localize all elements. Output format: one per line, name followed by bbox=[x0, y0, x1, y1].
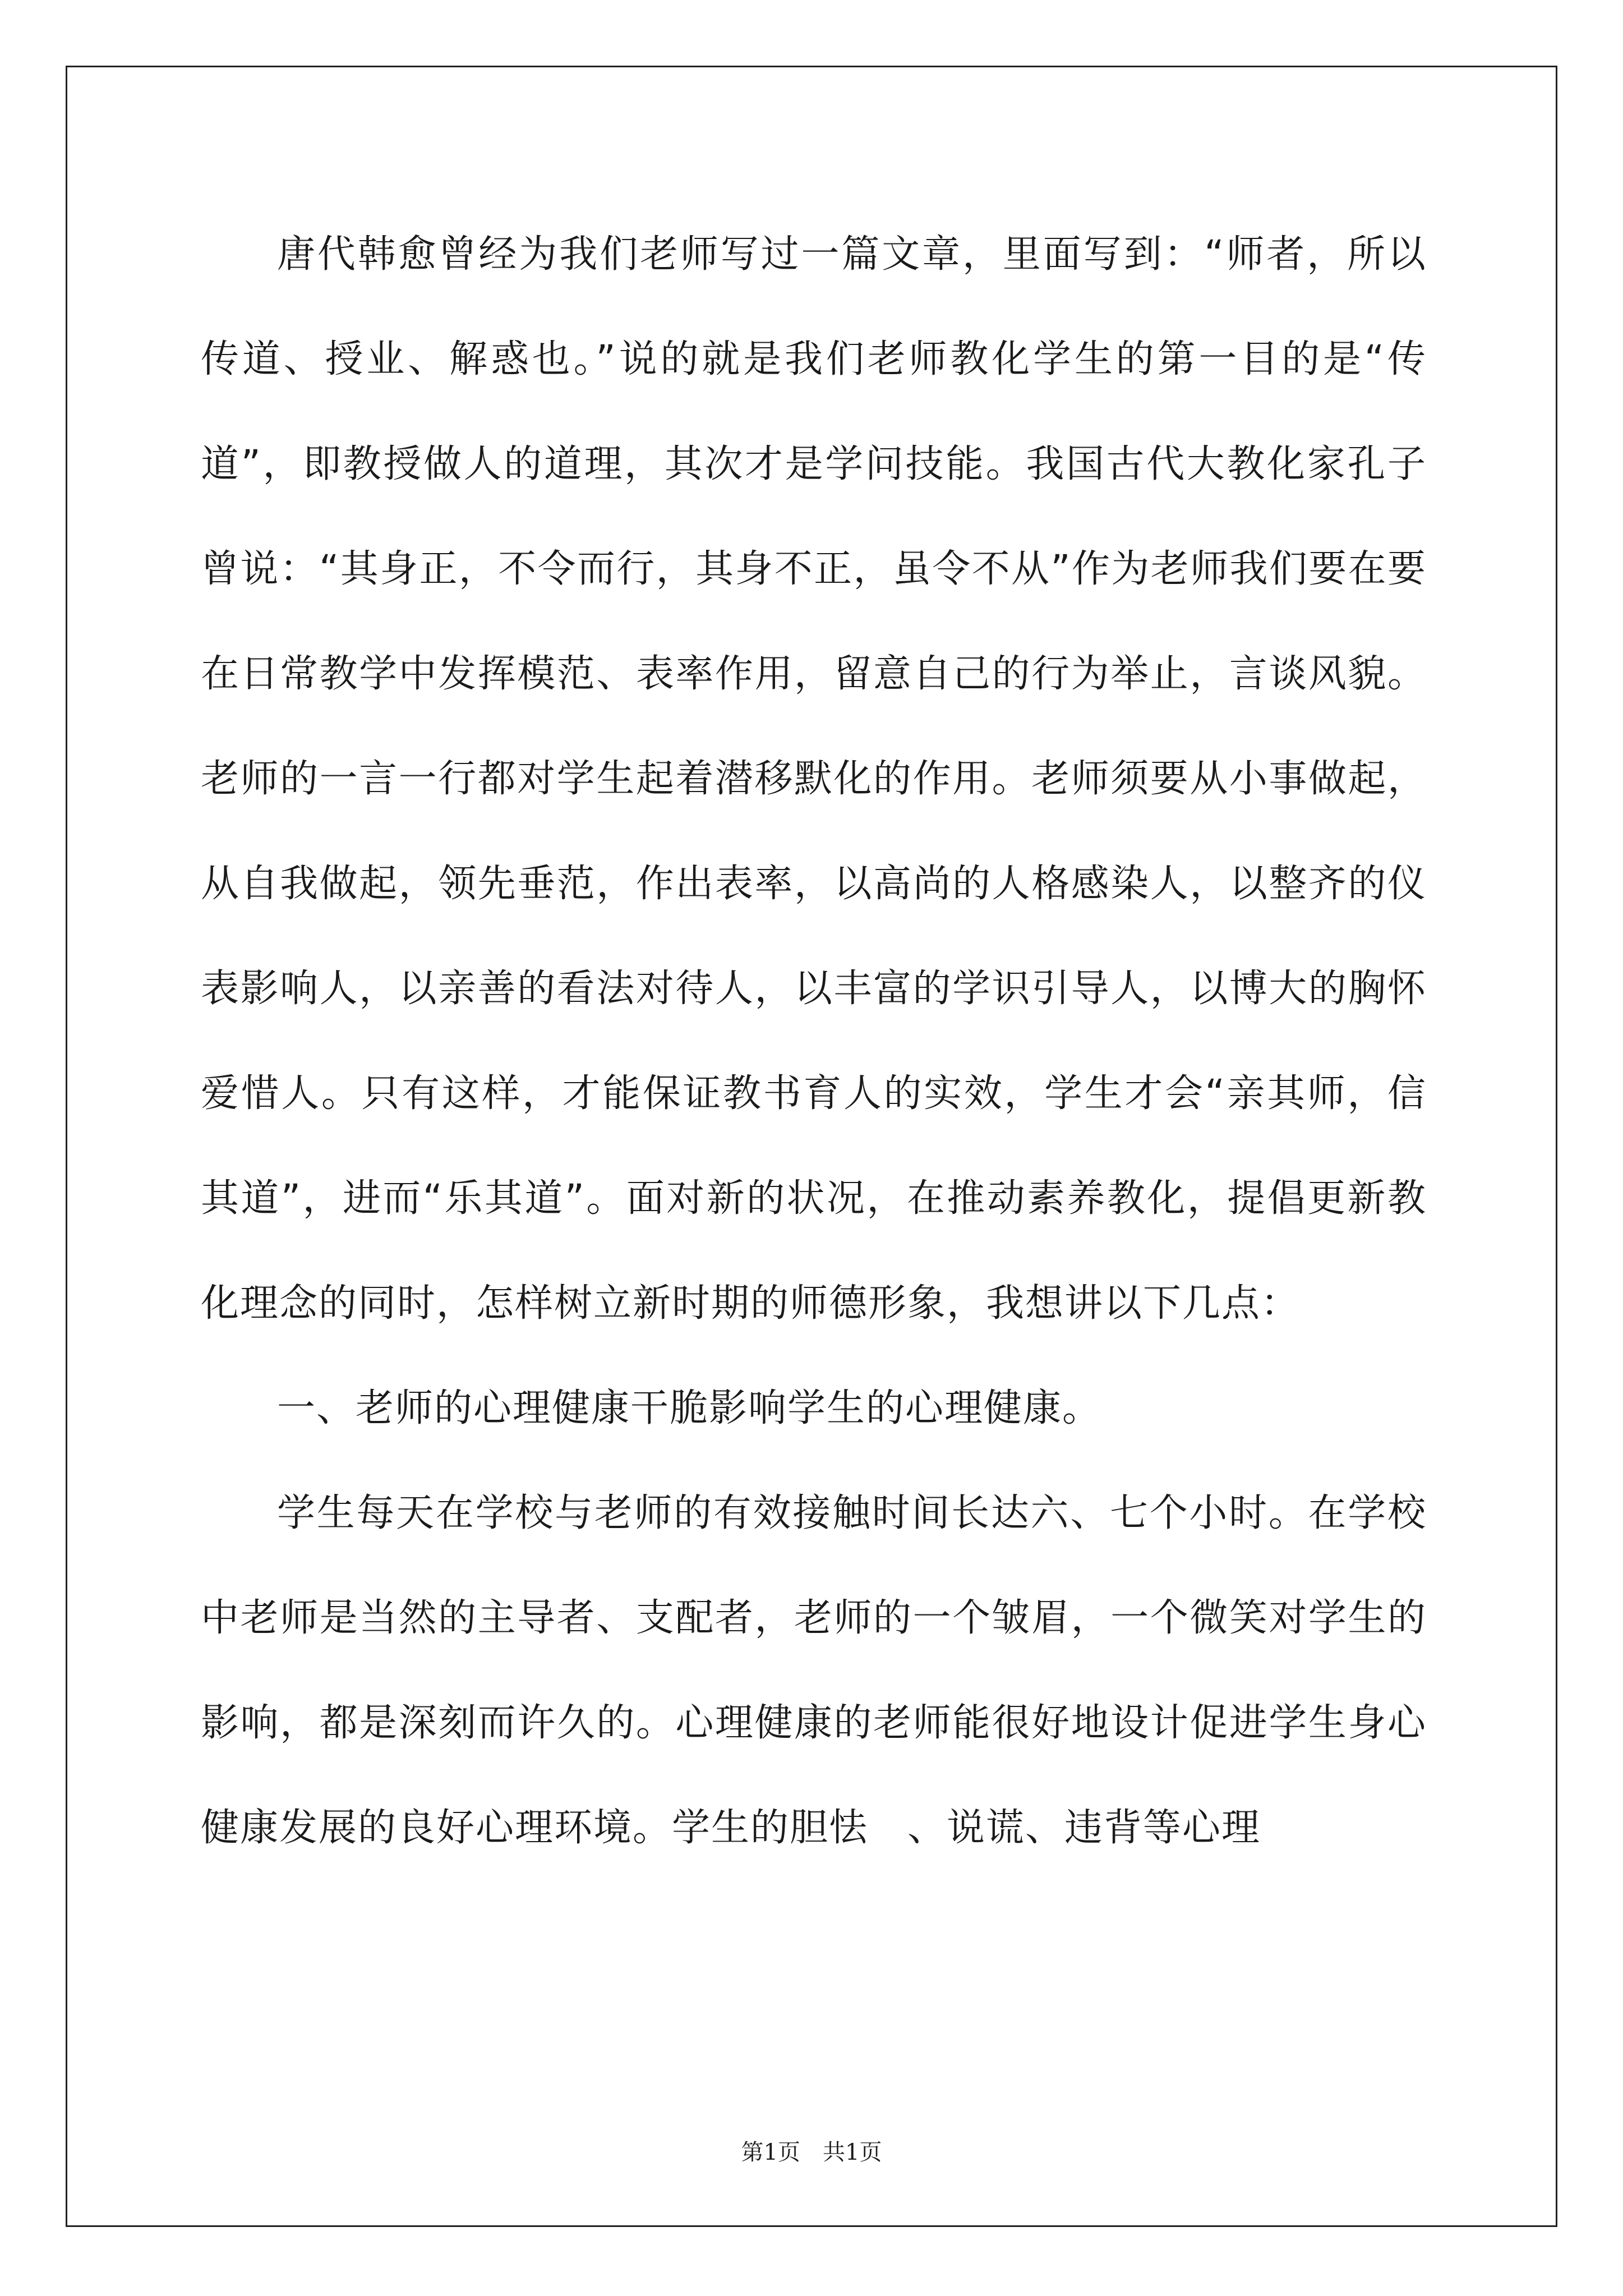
paragraph-intro: 唐代韩愈曾经为我们老师写过一篇文章，里面写到：“师者，所以传道、授业、解惑也。”说的就是我们老师教化学生的第一目的是“传道”，即教授做人的道理，其次才是学问技能。我国古代大教化家孔子曾说：“其身正，不令而行，其身不正，虽令不从”作为老师我们要在要在日常教学中发挥模范、表率作用，留意自己的行为举止，言谈风貌。老师的一言一行都对学生起着潜移默化的作用。老师须要从小事做起，从自我做起，领先垂范，作出表率，以高尚的人格感染人，以整齐的仪表影响人，以亲善的看法对待人，以丰富的学识引导人，以博大的胸怀爱惜人。只有这样，才能保证教书育人的实效，学生才会“亲其师，信其道”，进而“乐其道”。面对新的状况，在推动素养教化，提倡更新教化理念的同时，怎样树立新时期的师德形象，我想讲以下几点： bbox=[201, 232, 1427, 1326]
paragraph-heading-1: 一、老师的心理健康干脆影响学生的心理健康。 bbox=[277, 1386, 1102, 1430]
document-body bbox=[201, 202, 1427, 1880]
page-footer bbox=[0, 2134, 1623, 2166]
page-number: 第1页 共1页 bbox=[741, 2139, 882, 2165]
paragraph-body-1: 学生每天在学校与老师的有效接触时间长达六、七个小时。在学校中老师是当然的主导者、支配者，老师的一个皱眉，一个微笑对学生的影响，都是深刻而许久的。心理健康的老师能很好地设计促进学生身心健康发展的良好心理环境。学生的胆怯 、说谎、违背等心理 bbox=[201, 1491, 1427, 1850]
